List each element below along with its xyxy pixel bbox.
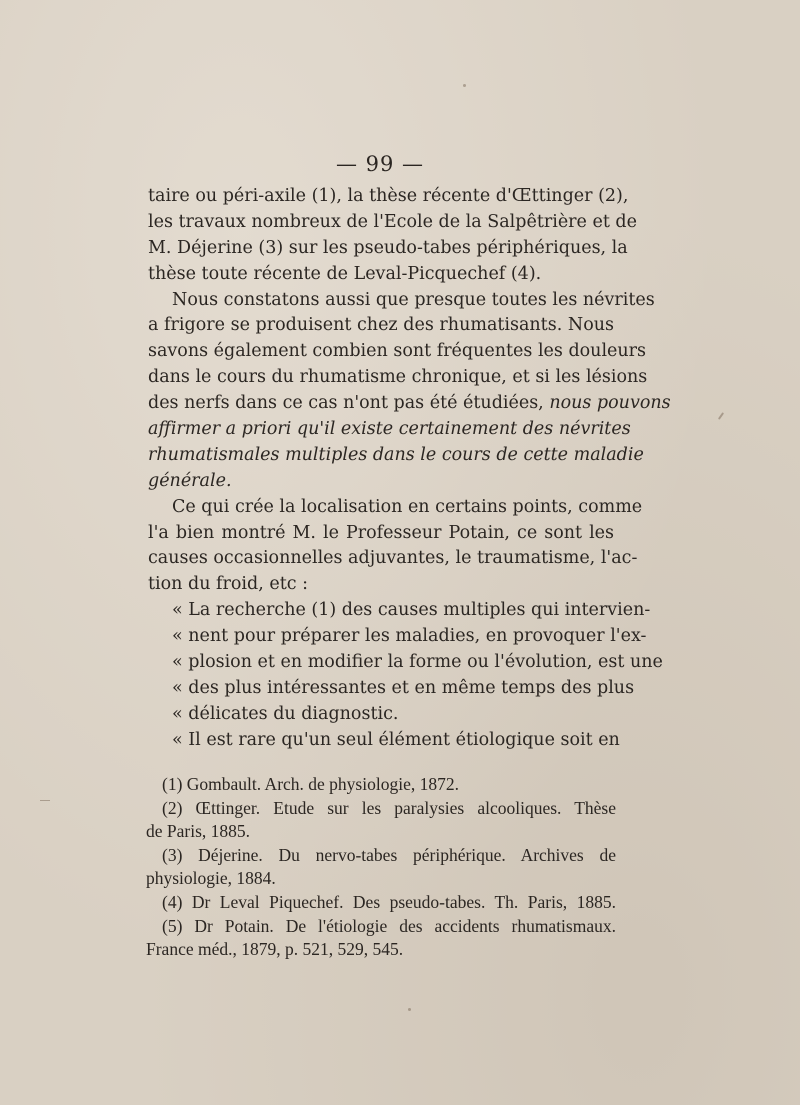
text-line-italic: générale. — [148, 470, 232, 491]
quote-line: « délicates du diagnostic. — [172, 703, 399, 724]
text-line: a frigore se produisent chez des rhumatisants. Nous — [148, 315, 614, 336]
text-line: taire ou péri-axile (1), la thèse récente d'Œttinger (2), — [148, 186, 629, 206]
footnote-4: (4) Dr Leval Piquechef. Des pseudo-tabes. Th. Paris, 1885. — [162, 891, 616, 912]
footnote-5: (5) Dr Potain. De l'étiologie des accidents rhumatismaux. — [162, 915, 616, 936]
page-number: — 99 — — [335, 152, 425, 176]
text-line: thèse toute récente de Leval-Picquechef (4). — [148, 263, 542, 284]
text-line: M. Déjerine (3) sur les pseudo-tabes périphériques, la — [148, 237, 628, 258]
footnote-2: (2) Œttinger. Etude sur les paralysies alcooliques. Thèse — [162, 797, 616, 818]
footnotes — [146, 773, 616, 962]
text-line-italic: affirmer a priori qu'il existe certainement des névrites — [148, 419, 631, 440]
text-line: l'a bien montré M. le Professeur Potain, ce sont les — [148, 522, 614, 543]
paper-speck — [408, 1008, 411, 1011]
quote-line: « plosion et en modifier la forme ou l'évolution, est une — [172, 652, 663, 673]
text-line: savons également combien sont fréquentes les douleurs — [148, 341, 647, 362]
footnote-3-cont: physiologie, 1884. — [146, 868, 276, 889]
quote-line: « nent pour préparer les maladies, en provoquer l'ex- — [172, 626, 647, 647]
text-line: Ce qui crée la localisation en certains points, comme — [172, 496, 643, 517]
footnote-5-cont: France méd., 1879, p. 521, 529, 545. — [146, 939, 404, 960]
paper-speck — [463, 84, 466, 87]
quote-line: « La recherche (1) des causes multiples qui intervien- — [172, 600, 651, 621]
quote-line: « des plus intéressantes et en même temps des plus — [172, 677, 635, 698]
text-line: Nous constatons aussi que presque toutes les névrites — [172, 289, 655, 310]
text-line: les travaux nombreux de l'Ecole de la Salpêtrière et de — [148, 211, 637, 232]
quote-line: « Il est rare qu'un seul élément étiologique soit en — [172, 729, 620, 750]
text-roman: des nerfs dans ce cas n'ont pas été étudiées, — [148, 393, 544, 414]
footnote-1: (1) Gombault. Arch. de physiologie, 1872. — [162, 774, 459, 794]
paper-speck — [40, 800, 50, 801]
text-line: tion du froid, etc : — [148, 574, 308, 595]
footnote-3: (3) Déjerine. Du nervo-tabes périphérique. Archives de — [162, 844, 616, 865]
body-text — [148, 184, 671, 754]
text-line: dans le cours du rhumatisme chronique, et si les lésions — [148, 367, 648, 388]
footnote-2-cont: de Paris, 1885. — [146, 821, 251, 842]
paper-speck — [718, 412, 724, 420]
text-line-italic: rhumatismales multiples dans le cours de cette maladie — [148, 444, 644, 465]
text-line — [148, 391, 671, 417]
text-italic: nous pouvons — [543, 393, 671, 414]
text-line: causes occasionnelles adjuvantes, le traumatisme, l'ac- — [148, 548, 638, 569]
